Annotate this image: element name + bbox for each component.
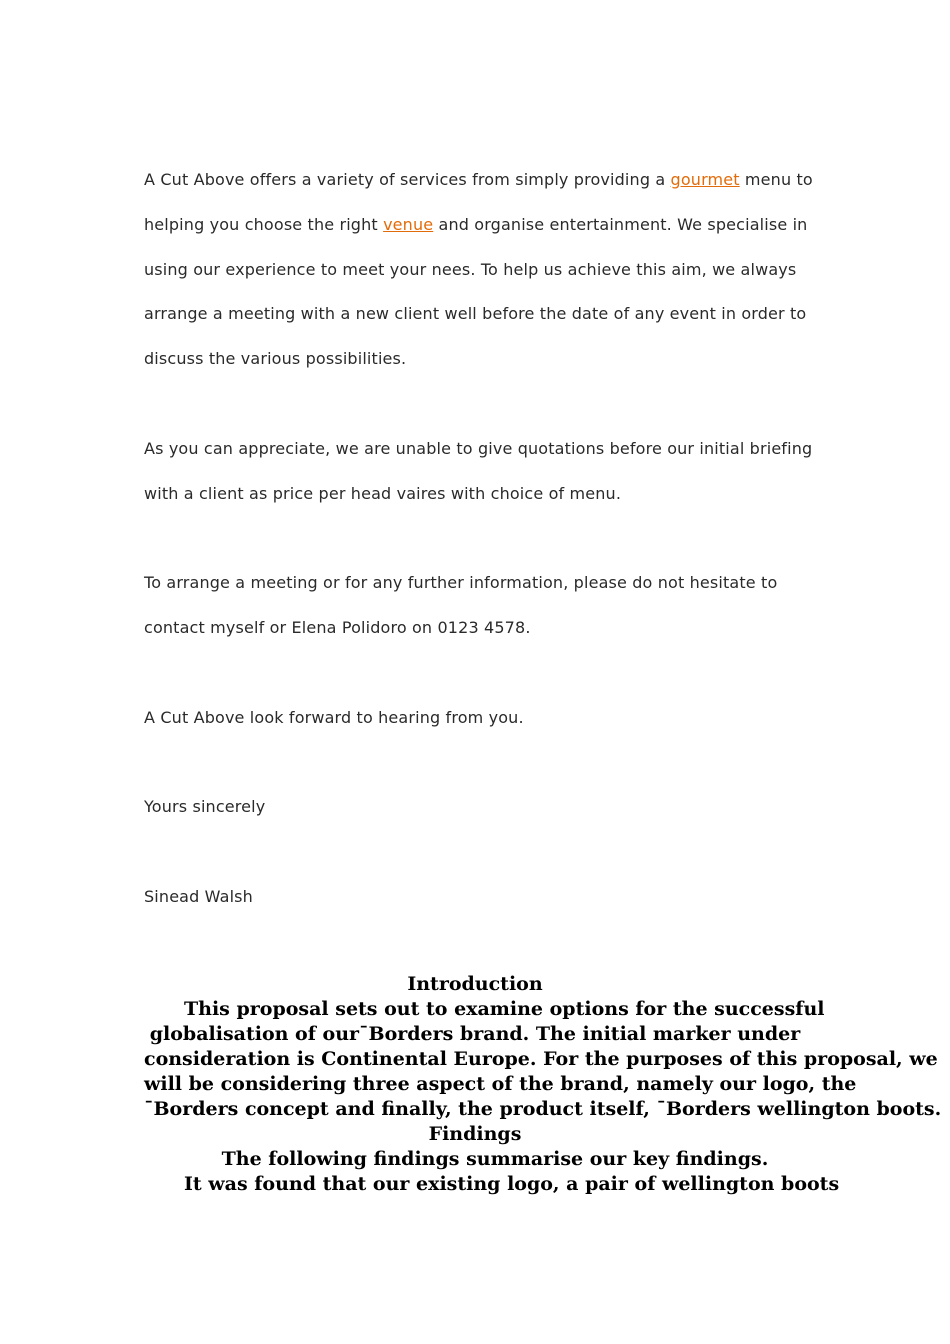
findings-line: It was found that our existing logo, a pair of wellington boots — [184, 1173, 840, 1195]
findings-heading: Findings — [428, 1123, 522, 1145]
letter-paragraph-quotations: As you can appreciate, we are unable to give quotations before our initial briefing with a client as price per head vaires with choice of menu. — [144, 438, 813, 503]
intro-line: consideration is Continental Europe. For the purposes of this proposal, we — [144, 1048, 938, 1070]
letter-text: A Cut Above offers a variety of services from simply providing a — [144, 170, 671, 189]
letter-signature: Sinead Walsh — [144, 886, 253, 906]
proposal-section — [144, 972, 942, 1197]
letter-paragraph-services — [144, 158, 814, 382]
letter-paragraph-closing: A Cut Above look forward to hearing from you. — [144, 707, 524, 727]
introduction-heading: Introduction — [407, 973, 543, 995]
intro-line: globalisation of our¯Borders brand. The initial marker under — [149, 1023, 801, 1045]
findings-line: The following findings summarise our key findings. — [221, 1148, 769, 1170]
venue-link[interactable]: venue — [383, 214, 434, 234]
letter-text: and organise entertainment. We specialise in using our experience to meet your nees. To help us achieve this aim, we always arrange a meeting with a new client well before the date of any event in order to discuss the various possibilities. — [144, 214, 808, 369]
letter-paragraph-contact: To arrange a meeting or for any further information, please do not hesitate to contact myself or Elena Polidoro on 0123 4578. — [144, 573, 778, 637]
intro-line: ¯Borders concept and finally, the product itself, ¯Borders wellington boots. — [144, 1098, 942, 1120]
letter-body — [144, 158, 814, 920]
intro-line: will be considering three aspect of the brand, namely our logo, the — [144, 1073, 857, 1095]
letter-valediction: Yours sincerely — [144, 797, 266, 817]
letter-text: menu to helping you choose the right — [144, 170, 813, 234]
gourmet-link[interactable]: gourmet — [670, 170, 740, 189]
intro-line: This proposal sets out to examine options for the successful — [184, 998, 825, 1020]
